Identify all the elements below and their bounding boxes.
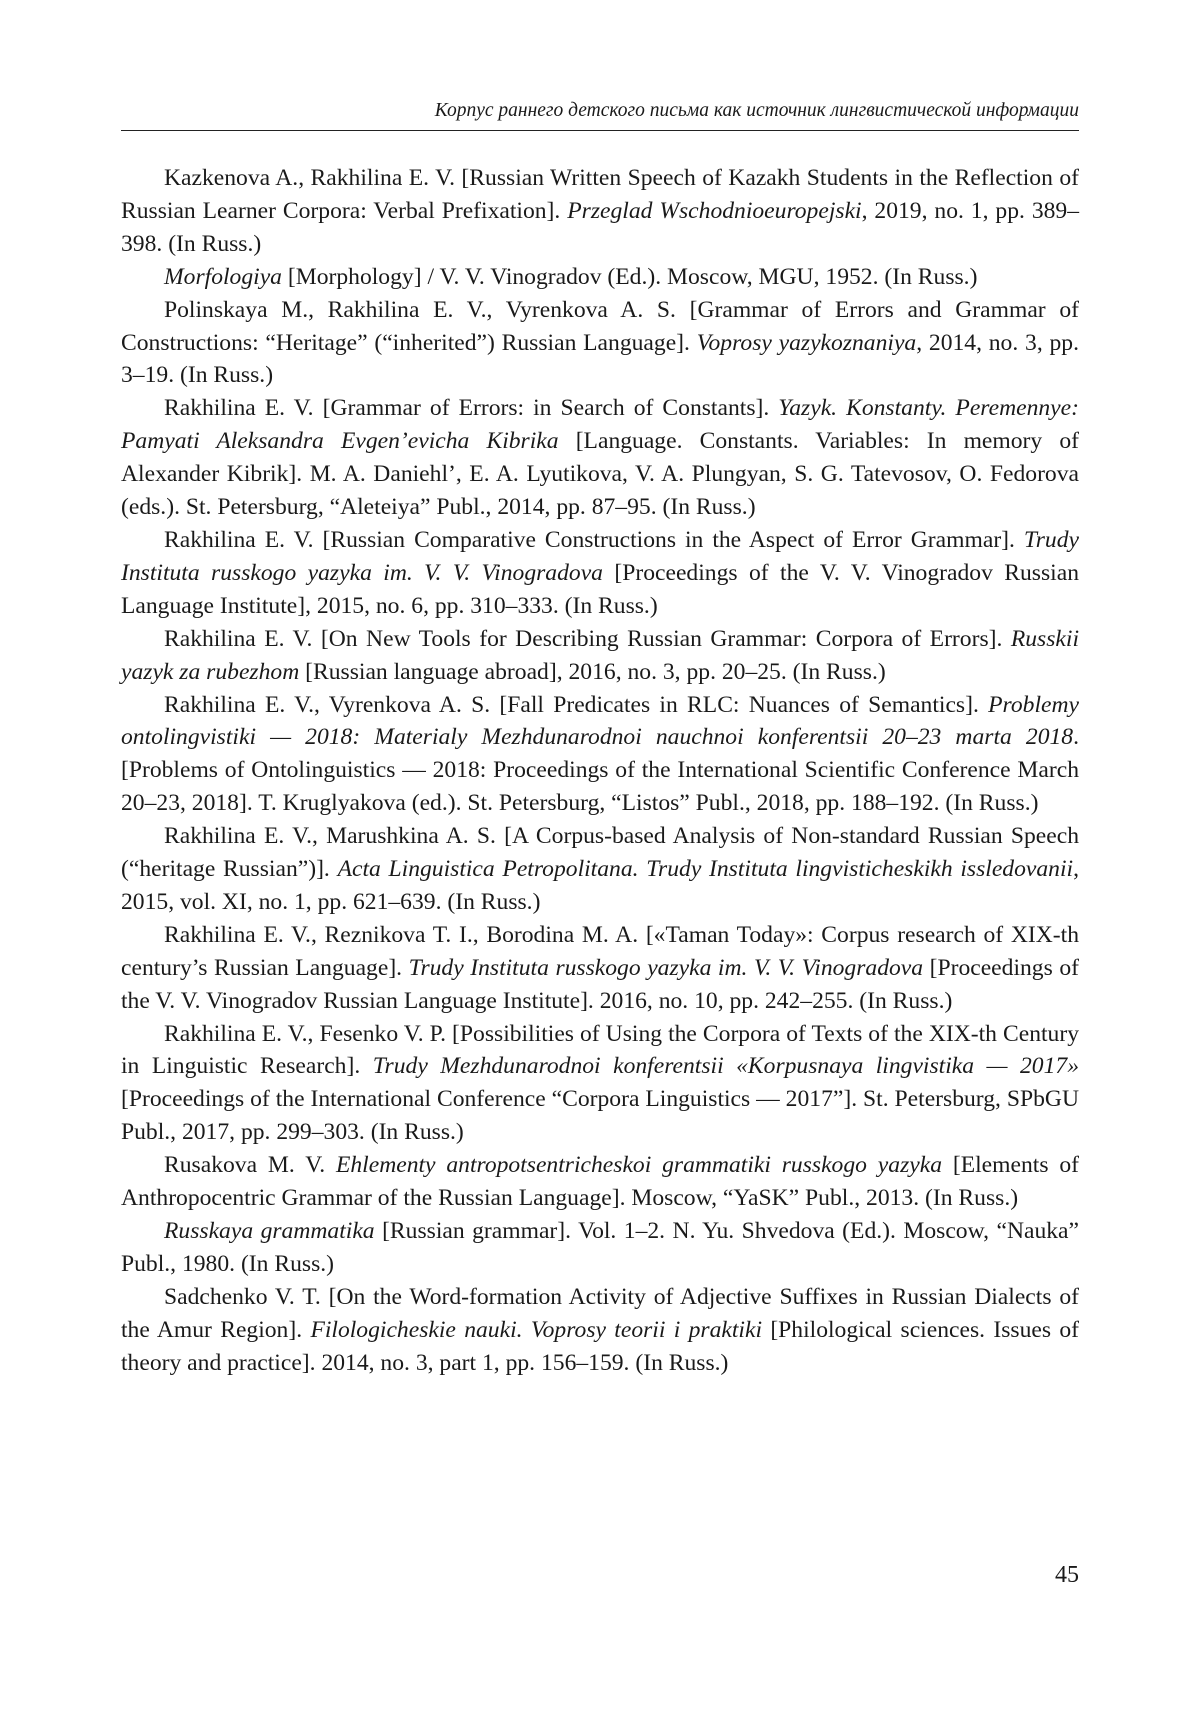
reference-entry [121,919,1079,1018]
reference-text: Sadchenko V. T. [On the Word-formation Activity of Adjective Suffixes in Russian Dialects of the Amur Region]. [121,1283,1079,1343]
page-number: 45 [1055,1562,1079,1588]
reference-entry [121,689,1079,821]
reference-title-italic: Przeglad Wschodnioeuropejski [567,197,862,224]
reference-title-italic: Voprosy yazykoznaniya [696,329,917,356]
reference-entry [121,1018,1079,1150]
running-head: Корпус раннего детского письма как источник лингвистической информации [121,98,1079,131]
reference-text: [Elements of Anthropocentric Grammar of the Russian Language]. Moscow, “YaSK” Publ., 2013. (In Russ.) [121,1152,1080,1212]
reference-entry [121,392,1079,524]
reference-text: [Morphology] / V. V. Vinogradov (Ed.). Moscow, MGU, 1952. (In Russ.) [281,263,978,290]
reference-title-italic: Trudy Instituta russkogo yazyka im. V. V. Vinogradova [408,954,924,981]
reference-text: , 2019, no. 1, pp. 389–398. (In Russ.) [121,197,1080,257]
reference-text: [Language. Constants. Variables: In memory of Alexander Kibrik]. M. A. Daniehl’, E. A. Lyutikova, V. A. Plungyan, S. G. Tatevosov, O. Fedorova (eds.). St. Petersburg, “Aleteiya” Publ., 2014, pp. 87–95. (In Russ.) [121,428,1080,521]
reference-entry [121,261,1079,294]
reference-text: Rusakova M. V. [164,1152,336,1179]
reference-title-italic: Ehlementy antropotsentricheskoi grammatiki russkogo yazyka [335,1152,942,1179]
reference-entry [121,1281,1079,1380]
reference-title-italic: Russkaya grammatika [164,1218,375,1244]
reference-title-italic: Filologicheskie nauki. Voprosy teorii i praktiki [310,1316,762,1343]
reference-text: Rakhilina E. V., Reznikova T. I., Borodina M. A. [«Taman Today»: Corpus research of XIX-th century’s Russian Language]. [121,921,1079,981]
reference-entry [121,820,1079,919]
reference-title-italic: Morfologiya [164,263,282,290]
reference-text: [Proceedings of the V. V. Vinogradov Russian Language Institute]. 2016, no. 10, pp. 242–255. (In Russ.) [121,954,1079,1014]
reference-list [121,162,1079,1380]
reference-entry [121,623,1079,689]
reference-entry [121,294,1079,393]
reference-title-italic: Trudy Mezhdunarodnoi konferentsii «Korpusnaya lingvistika — 2017» [372,1053,1079,1080]
reference-text: Rakhilina E. V., Vyrenkova A. S. [Fall Predicates in RLC: Nuances of Semantics]. [164,691,989,718]
reference-text: [Russian grammar]. Vol. 1–2. N. Yu. Shvedova (Ed.). Moscow, “Nauka” Publ., 1980. (In Russ.) [121,1218,1079,1277]
reference-text: [Philological sciences. Issues of theory and practice]. 2014, no. 3, part 1, pp. 156–159. (In Russ.) [121,1316,1079,1376]
reference-title-italic: Problemy ontolingvistiki — 2018: Materialy Mezhdunarodnoi nauchnoi konferentsii 20–23 marta 2018 [121,691,1079,751]
reference-text: [Proceedings of the International Conference “Corpora Linguistics — 2017”]. St. Petersburg, SPbGU Publ., 2017, pp. 299–303. (In Russ.) [121,1086,1079,1146]
reference-text: [Russian language abroad], 2016, no. 3, pp. 20–25. (In Russ.) [299,658,886,685]
reference-entry [121,162,1079,261]
reference-text: Polinskaya M., Rakhilina E. V., Vyrenkova A. S. [Grammar of Errors and Grammar of Constructions: “Heritage” (“inherited”) Russian Language]. [121,296,1079,356]
reference-text: , 2014, no. 3, pp. 3–19. (In Russ.) [121,329,1079,389]
reference-text: Kazkenova A., Rakhilina E. V. [Russian Written Speech of Kazakh Students in the Reflection of Russian Learner Corpora: Verbal Prefixation]. [121,165,1079,224]
reference-title-italic: Yazyk. Konstanty. Peremennye: Pamyati Aleksandra Evgen’evicha Kibrika [121,395,1079,455]
reference-title-italic: Trudy Instituta russkogo yazyka im. V. V. Vinogradova [121,526,1079,586]
reference-entry [121,1215,1079,1281]
reference-text: , 2015, vol. XI, no. 1, pp. 621–639. (In Russ.) [121,856,1079,915]
reference-text: [Proceedings of the V. V. Vinogradov Russian Language Institute], 2015, no. 6, pp. 310–333. (In Russ.) [121,559,1079,619]
reference-text: . [Problems of Ontolinguistics — 2018: Proceedings of the International Scientific Conference March 20–23, 2018]. T. Kruglyakova (ed.). St. Petersburg, “Listos” Publ., 2018, pp. 188–192. (In Russ.) [121,724,1079,817]
reference-text: Rakhilina E. V., Fesenko V. P. [Possibilities of Using the Corpora of Texts of the XIX-th Century in Linguistic Research]. [121,1020,1079,1080]
reference-title-italic: Russkii yazyk za rubezhom [121,625,1079,685]
reference-text: Rakhilina E. V. [Russian Comparative Constructions in the Aspect of Error Grammar]. [164,526,1024,553]
reference-text: Rakhilina E. V. [On New Tools for Describing Russian Grammar: Corpora of Errors]. [164,625,1011,652]
reference-title-italic: Acta Linguistica Petropolitana. Trudy Instituta lingvisticheskikh issledovanii [337,856,1074,883]
reference-entry [121,1149,1079,1215]
reference-text: Rakhilina E. V. [Grammar of Errors: in Search of Constants]. [164,395,779,422]
reference-entry [121,524,1079,623]
reference-text: Rakhilina E. V., Marushkina A. S. [A Corpus-based Analysis of Non-standard Russian Speech (“heritage Russian”)]. [121,823,1079,883]
